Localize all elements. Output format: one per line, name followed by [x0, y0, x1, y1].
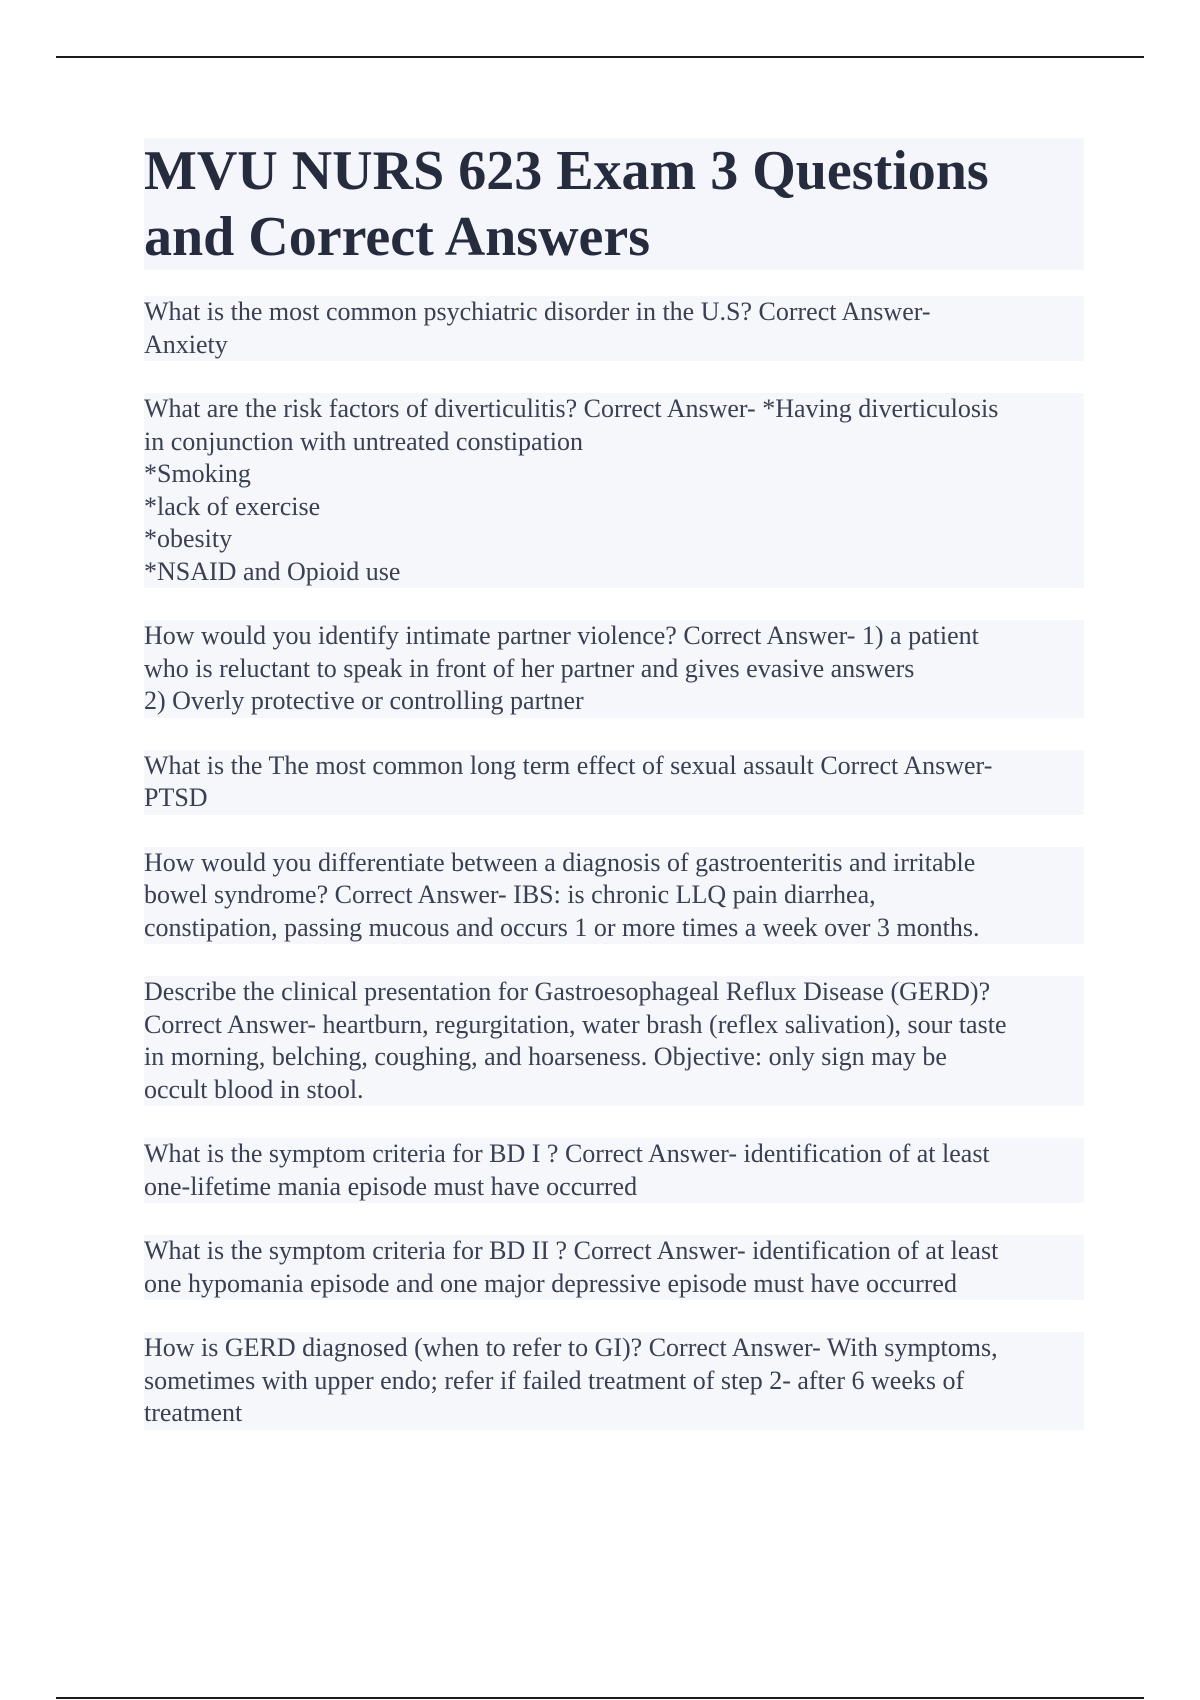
- qa-item-3: [144, 620, 1084, 718]
- qa-line: How would you differentiate between a diagnosis of gastroenteritis and irritable: [144, 847, 976, 877]
- qa-line: sometimes with upper endo; refer if failed treatment of step 2- after 6 weeks of: [144, 1365, 965, 1395]
- bottom-divider: [56, 1697, 1144, 1699]
- qa-item-7: [144, 1138, 1084, 1203]
- qa-item-6: [144, 976, 1084, 1106]
- qa-line: bowel syndrome? Correct Answer- IBS: is chronic LLQ pain diarrhea,: [144, 880, 876, 909]
- qa-item-2: [144, 393, 1084, 588]
- qa-line: *Smoking: [144, 459, 251, 488]
- qa-line: What is the symptom criteria for BD I ? Correct Answer- identification of at least: [144, 1139, 990, 1168]
- qa-line: constipation, passing mucous and occurs 1 or more times a week over 3 months.: [144, 912, 980, 942]
- qa-line: What is the The most common long term effect of sexual assault Correct Answer-: [144, 750, 993, 780]
- qa-line: What is the most common psychiatric disorder in the U.S? Correct Answer-: [144, 297, 931, 326]
- qa-line: PTSD: [144, 783, 208, 812]
- qa-line: *lack of exercise: [144, 491, 321, 521]
- qa-line: who is reluctant to speak in front of her partner and gives evasive answers: [144, 653, 915, 683]
- qa-line: How would you identify intimate partner violence? Correct Answer- 1) a patient: [144, 621, 979, 650]
- qa-line: treatment: [144, 1398, 243, 1427]
- qa-item-5: [144, 847, 1084, 945]
- qa-line: in conjunction with untreated constipation: [144, 426, 584, 456]
- qa-line: *obesity: [144, 524, 233, 553]
- qa-item-4: [144, 750, 1084, 815]
- page-title: [144, 138, 1084, 270]
- qa-line: 2) Overly protective or controlling partner: [144, 686, 584, 715]
- top-divider: [56, 56, 1144, 58]
- qa-item-9: [144, 1332, 1084, 1430]
- qa-item-8: [144, 1235, 1084, 1300]
- qa-line: Describe the clinical presentation for Gastroesophageal Reflux Disease (GERD)?: [144, 977, 991, 1006]
- qa-line: occult blood in stool.: [144, 1074, 364, 1104]
- qa-line: Anxiety: [144, 329, 228, 359]
- title-line-2: and Correct Answers: [144, 204, 1084, 270]
- qa-line: *NSAID and Opioid use: [144, 556, 401, 586]
- qa-line: What are the risk factors of diverticulitis? Correct Answer- *Having diverticulosis: [144, 394, 999, 423]
- qa-line: one-lifetime mania episode must have occurred: [144, 1171, 638, 1201]
- qa-line: How is GERD diagnosed (when to refer to GI)? Correct Answer- With symptoms,: [144, 1333, 998, 1362]
- qa-line: Correct Answer- heartburn, regurgitation, water brash (reflex salivation), sour taste: [144, 1009, 1007, 1039]
- qa-item-1: [144, 296, 1084, 361]
- title-line-1: MVU NURS 623 Exam 3 Questions: [144, 138, 1084, 204]
- qa-line: one hypomania episode and one major depressive episode must have occurred: [144, 1268, 957, 1298]
- document-body: [144, 138, 1084, 1462]
- qa-line: in morning, belching, coughing, and hoarseness. Objective: only sign may be: [144, 1042, 947, 1071]
- qa-line: What is the symptom criteria for BD II ? Correct Answer- identification of at least: [144, 1236, 999, 1265]
